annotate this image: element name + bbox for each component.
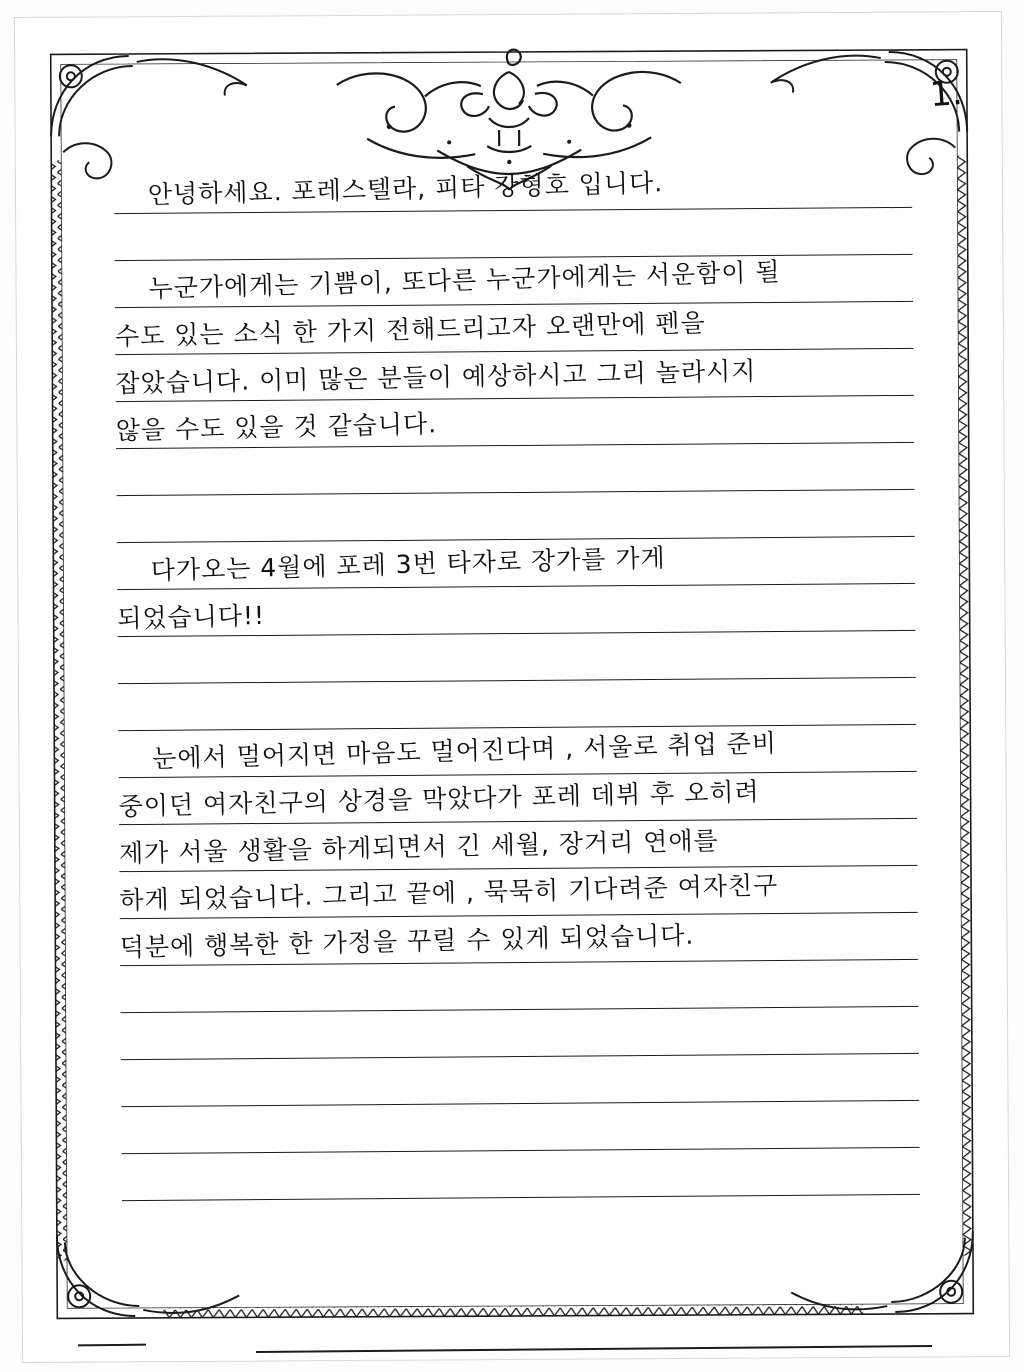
- rule-line: [119, 865, 917, 872]
- letter-line: 중이던 여자친구의 상경을 막았다가 포레 데뷔 후 오히려: [118, 777, 760, 822]
- letter-line: 제가 서울 생활을 하게되면서 긴 세월, 장거리 연애를: [118, 826, 720, 869]
- rule-line: [119, 771, 917, 778]
- rule-line: [118, 677, 916, 684]
- rule-line: [118, 630, 916, 637]
- rule-line: [115, 254, 913, 261]
- page-number: 1.: [928, 72, 964, 116]
- rule-line: [121, 1053, 919, 1060]
- rule-line: [116, 489, 914, 496]
- rule-line: [118, 724, 916, 731]
- rule-line: [114, 207, 912, 214]
- rule-line: [117, 583, 915, 590]
- rule-line: [117, 536, 915, 543]
- rule-line: [116, 442, 914, 449]
- rule-line: [120, 959, 918, 966]
- letter-line: 안녕하세요. 포레스텔라, 피타 강형호 입니다.: [147, 168, 664, 210]
- ruled-lines: [114, 167, 920, 1213]
- letter-line: 않을 수도 있을 것 같습니다.: [115, 409, 438, 446]
- rule-line: [115, 348, 913, 355]
- letter-line: 눈에서 멀어지면 마음도 멀어진다며 , 서울로 취업 준비: [151, 728, 778, 774]
- rule-line: [115, 301, 913, 308]
- letter-line: 수도 있는 소식 한 가지 전해드리고자 오랜만에 펜을: [114, 308, 706, 352]
- letter-line: 다가오는 4월에 포레 3번 타자로 장가를 가게: [150, 543, 667, 586]
- rule-line: [116, 395, 914, 402]
- rule-line: [122, 1147, 920, 1154]
- letter-line: 덕분에 행복한 한 가정을 꾸릴 수 있게 되었습니다.: [119, 920, 695, 963]
- rule-line: [120, 912, 918, 919]
- letter-line: 누군가에게는 기쁨이, 또다른 누군가에게는 서운함이 될: [148, 257, 781, 304]
- rule-line: [121, 1100, 919, 1107]
- rule-line: [121, 1006, 919, 1013]
- rule-line: [119, 818, 917, 825]
- letter-line: 하게 되었습니다. 그리고 끝에 , 묵묵히 기다려준 여자친구: [119, 870, 779, 916]
- letter-line: 잡았습니다. 이미 많은 분들이 예상하시고 그리 놀라시지: [115, 356, 757, 399]
- letter-line: 되었습니다!!: [116, 600, 266, 634]
- rule-line: [122, 1194, 920, 1201]
